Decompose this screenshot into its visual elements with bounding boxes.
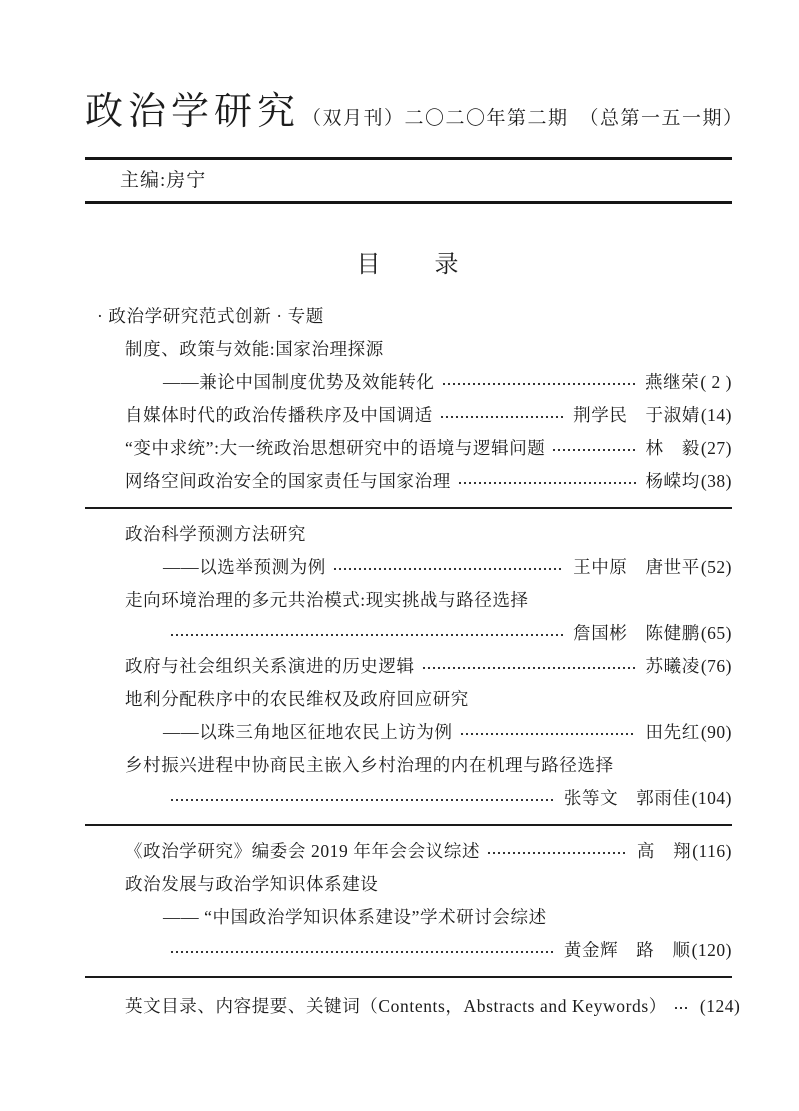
entry-title: 政府与社会组织关系演进的历史逻辑 [125, 656, 415, 676]
entry-authors: 荆学民 于淑婧 [573, 405, 700, 425]
dot-leader [171, 634, 563, 636]
dot-leader [461, 733, 636, 735]
entry-title: 制度、政策与效能:国家治理探源 [125, 339, 384, 359]
contents-heading: 目 录 [356, 252, 461, 278]
toc-section-special-topic [85, 300, 732, 498]
entry-title: 政治发展与政治学知识体系建设 [125, 874, 379, 894]
dot-leader [171, 799, 554, 801]
entry-authors: 高 翔 [636, 841, 692, 861]
toc-entry [85, 551, 732, 584]
dot-leader [553, 449, 635, 451]
dot-leader [675, 1007, 689, 1009]
toc-entry [85, 333, 732, 366]
entry-title: 英文目录、内容提要、关键词（Contents，Abstracts and Keywords） [125, 996, 667, 1016]
entry-page: (27) [700, 438, 732, 458]
entry-authors: 王中原 唐世平 [573, 557, 700, 577]
entry-authors: 田先红 [645, 722, 700, 742]
section-divider [85, 824, 732, 826]
toc-entry [85, 399, 732, 432]
editor-line: 主编:房宁 [120, 170, 207, 191]
journal-title: 政治学研究 [85, 91, 301, 133]
entry-subtitle: ——以珠三角地区征地农民上访为例 [163, 722, 453, 742]
toc-entry [85, 650, 732, 683]
toc-entry [85, 366, 732, 399]
dot-leader [488, 852, 627, 854]
masthead [85, 0, 744, 143]
entry-authors: 苏曦凌 [645, 656, 700, 676]
entry-subtitle: ——以选举预测为例 [163, 557, 326, 577]
entry-title: 政治科学预测方法研究 [125, 524, 306, 544]
issue-info: （双月刊）二〇二〇年第二期 （总第一五一期） [302, 108, 744, 129]
dot-leader [171, 951, 554, 953]
toc-entry [85, 518, 732, 551]
entry-authors: 张等文 郭雨佳 [563, 788, 691, 808]
dot-leader [443, 383, 636, 385]
section-divider [85, 507, 732, 509]
toc-entry-continuation [85, 617, 732, 650]
entry-authors: 林 毅 [645, 438, 700, 458]
entry-title: 《政治学研究》编委会 2019 年年会会议综述 [125, 841, 481, 861]
toc-section-reports [85, 835, 732, 967]
toc-entry [85, 584, 732, 617]
entry-authors: 杨嵘均 [645, 471, 700, 491]
toc-entry [85, 990, 741, 1023]
entry-page: (14) [700, 405, 732, 425]
toc-entry-continuation [85, 782, 732, 815]
toc-entry [85, 683, 732, 716]
toc-entry [85, 868, 732, 901]
toc-entry [85, 716, 732, 749]
dot-leader [441, 416, 563, 418]
entry-page: (52) [700, 557, 732, 577]
toc-entry [85, 432, 732, 465]
dot-leader [423, 667, 636, 669]
entry-title: 走向环境治理的多元共治模式:现实挑战与路径选择 [125, 590, 529, 610]
entry-subtitle: —— “中国政治学知识体系建设”学术研讨会综述 [163, 907, 547, 927]
toc-entry [85, 835, 732, 868]
entry-page: (120) [691, 940, 732, 960]
entry-subtitle: ——兼论中国制度优势及效能转化 [163, 372, 435, 392]
entry-page: (104) [691, 788, 732, 808]
toc-section-label [85, 300, 732, 333]
entry-page: (65) [700, 623, 732, 643]
entry-title: “变中求统”:大一统政治思想研究中的语境与逻辑问题 [125, 438, 546, 458]
section-label-text: · 政治学研究范式创新 · 专题 [97, 306, 324, 326]
toc-entry [85, 465, 732, 498]
entry-page: ( 2 ) [700, 372, 732, 392]
toc-entry-continuation [85, 934, 732, 967]
dot-leader [459, 482, 636, 484]
entry-page: (76) [700, 656, 732, 676]
entry-page: (90) [700, 722, 732, 742]
entry-authors: 黄金辉 路 顺 [563, 940, 691, 960]
masthead-bottom-rule [85, 201, 732, 204]
toc-section-english-contents [85, 990, 741, 1023]
entry-authors: 燕继荣 [645, 372, 700, 392]
entry-title: 地利分配秩序中的农民维权及政府回应研究 [125, 689, 469, 709]
toc-entry [85, 901, 732, 934]
entry-authors: 詹国彬 陈健鹏 [573, 623, 700, 643]
entry-title: 网络空间政治安全的国家责任与国家治理 [125, 471, 451, 491]
entry-title: 乡村振兴进程中协商民主嵌入乡村治理的内在机理与路径选择 [125, 755, 614, 775]
entry-page: (124) [699, 996, 741, 1016]
toc-section-research [85, 518, 732, 815]
section-divider [85, 976, 732, 978]
entry-page: (38) [700, 471, 732, 491]
dot-leader [334, 568, 563, 570]
entry-title: 自媒体时代的政治传播秩序及中国调适 [125, 405, 433, 425]
toc-entry [85, 749, 732, 782]
entry-page: (116) [692, 841, 732, 861]
